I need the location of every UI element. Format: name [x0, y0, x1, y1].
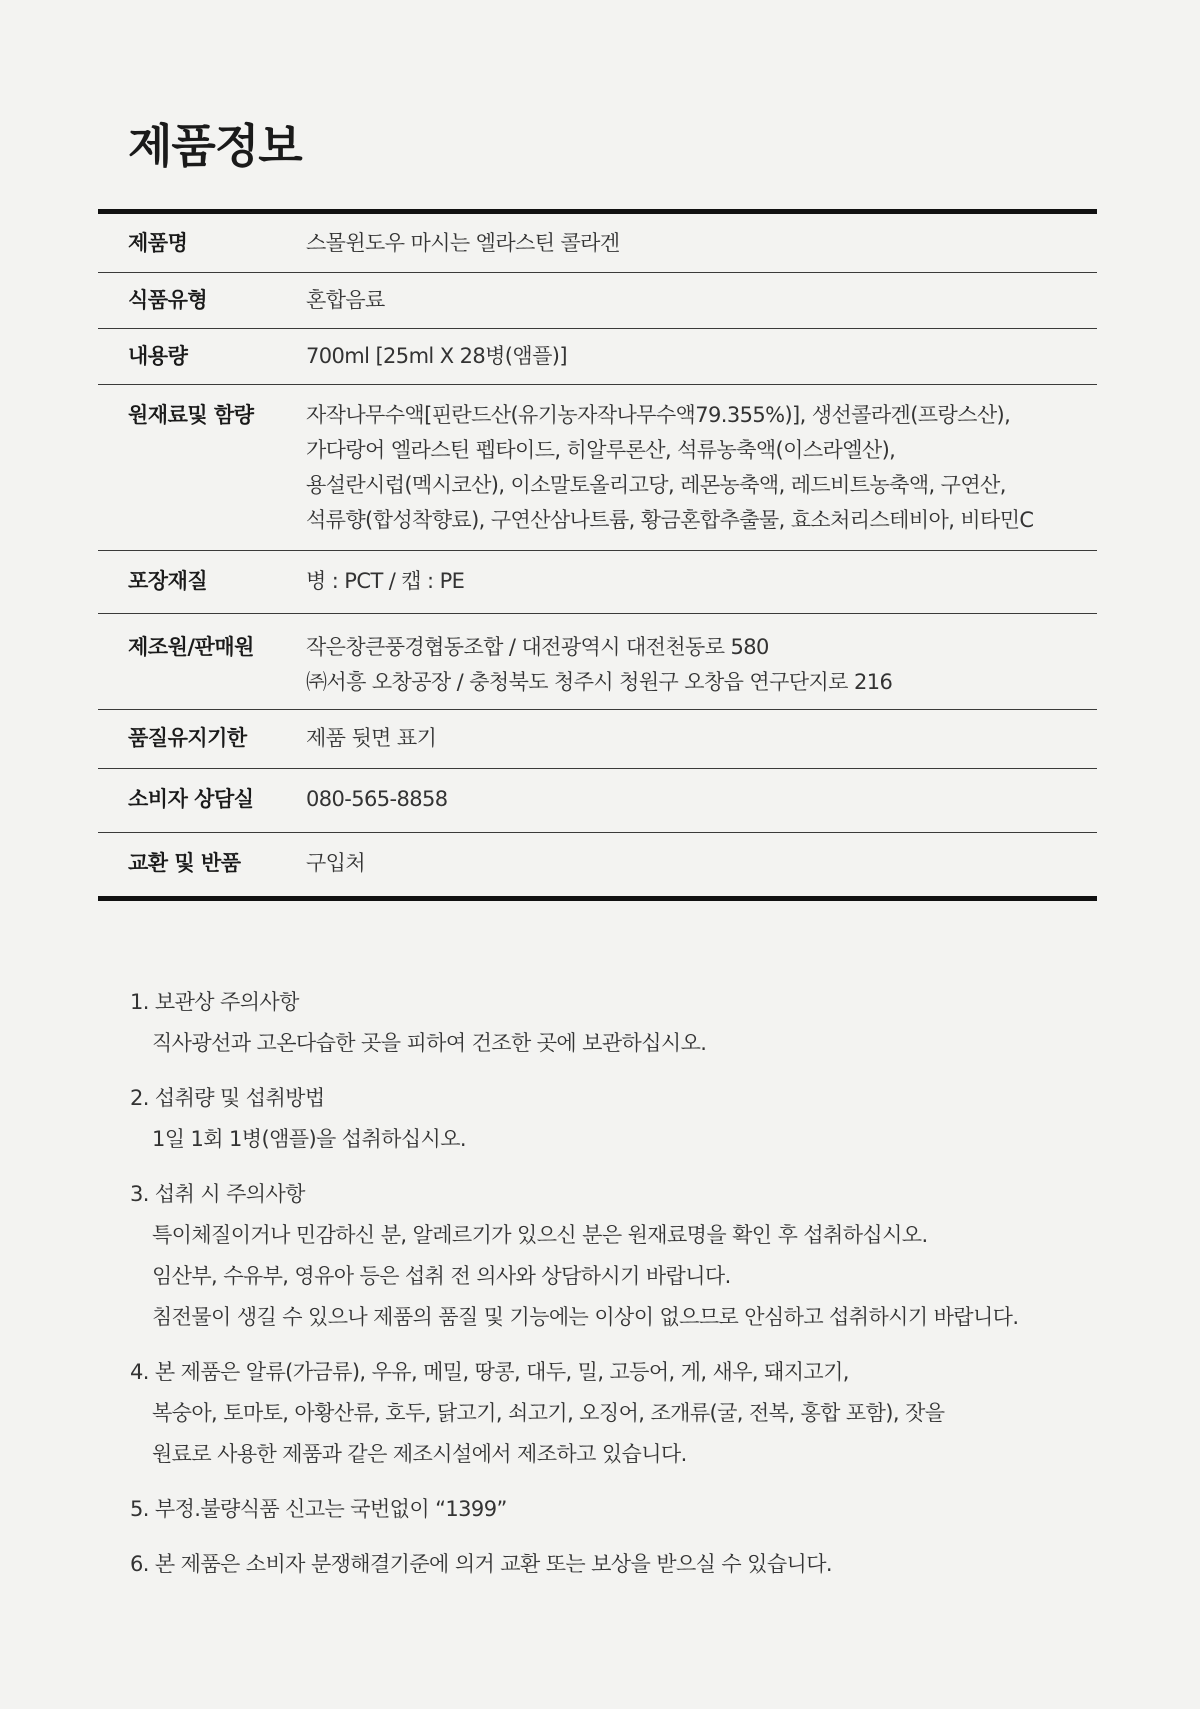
info-label: 소비자 상담실 — [128, 787, 254, 811]
page-title: 제품정보 — [128, 119, 302, 173]
info-value-line: 가다랑어 엘라스틴 펩타이드, 히알루론산, 석류농축액(이스라엘산), — [306, 438, 896, 462]
notice-detail: 원료로 사용한 제품과 같은 제조시설에서 제조하고 있습니다. — [152, 1442, 687, 1466]
info-label: 원재료및 함량 — [128, 403, 254, 427]
info-value — [306, 785, 1097, 832]
info-row — [98, 214, 1097, 273]
product-info-table — [98, 209, 1097, 901]
notice-list — [130, 982, 1090, 1599]
info-value-line: 자작나무수액[핀란드산(유기농자작나무수액79.355%)], 생선콜라겐(프랑스산), — [306, 403, 1011, 427]
info-row — [98, 833, 1097, 896]
info-row — [98, 614, 1097, 710]
info-value-line: 080-565-8858 — [306, 787, 448, 811]
info-value-line: 제품 뒷면 표기 — [306, 726, 437, 750]
notice-heading: 5. 부정.불량식품 신고는 국번없이 “1399” — [130, 1497, 507, 1521]
info-value-line: 구입처 — [306, 851, 366, 875]
info-value — [306, 849, 1097, 896]
info-value-line: 작은창큰풍경협동조합 / 대전광역시 대전천동로 580 — [306, 635, 769, 659]
notice-heading: 6. 본 제품은 소비자 분쟁해결기준에 의거 교환 또는 보상을 받으실 수 있습니다. — [130, 1552, 833, 1576]
info-value-line: 700ml [25ml X 28병(앰플)] — [306, 344, 567, 368]
info-value — [306, 229, 1097, 272]
notice-detail: 직사광선과 고온다습한 곳을 피하여 건조한 곳에 보관하십시오. — [152, 1031, 707, 1055]
info-label: 내용량 — [128, 344, 188, 368]
info-row — [98, 710, 1097, 769]
info-label: 교환 및 반품 — [128, 851, 241, 875]
info-label: 품질유지기한 — [128, 726, 247, 750]
info-value-line: 병 : PCT / 캡 : PE — [306, 569, 465, 593]
info-label: 제조원/판매원 — [128, 635, 254, 659]
info-value — [306, 342, 1097, 384]
notice-item — [130, 1489, 1090, 1530]
info-value — [306, 724, 1097, 768]
info-value-line: 스몰윈도우 마시는 엘라스틴 콜라겐 — [306, 231, 620, 255]
info-label: 제품명 — [128, 231, 188, 255]
notice-detail: 특이체질이거나 민감하신 분, 알레르기가 있으신 분은 원재료명을 확인 후 섭취하십시오. — [152, 1223, 928, 1247]
notice-item — [130, 1352, 1090, 1475]
info-row — [98, 273, 1097, 329]
notice-heading: 3. 섭취 시 주의사항 — [130, 1182, 305, 1206]
notice-detail: 임산부, 수유부, 영유아 등은 섭취 전 의사와 상담하시기 바랍니다. — [152, 1264, 731, 1288]
info-value-line: ㈜서흥 오창공장 / 충청북도 청주시 청원구 오창읍 연구단지로 216 — [306, 670, 893, 694]
notice-item — [130, 1174, 1090, 1338]
info-value — [306, 286, 1097, 328]
info-row — [98, 769, 1097, 833]
info-value — [306, 567, 1097, 613]
info-row — [98, 551, 1097, 614]
notice-detail: 복숭아, 토마토, 아황산류, 호두, 닭고기, 쇠고기, 오징어, 조개류(굴, 전복, 홍합 포함), 잣을 — [152, 1401, 945, 1425]
notice-item — [130, 1544, 1090, 1585]
notice-detail: 침전물이 생길 수 있으나 제품의 품질 및 기능에는 이상이 없으므로 안심하고 섭취하시기 바랍니다. — [152, 1305, 1019, 1329]
notice-heading: 1. 보관상 주의사항 — [130, 990, 299, 1014]
notice-heading: 4. 본 제품은 알류(가금류), 우유, 메밀, 땅콩, 대두, 밀, 고등어, 게, 새우, 돼지고기, — [130, 1360, 849, 1384]
info-value — [306, 630, 1097, 709]
info-label: 식품유형 — [128, 288, 208, 312]
info-value-line: 용설란시럽(멕시코산), 이소말토올리고당, 레몬농축액, 레드비트농축액, 구연산, — [306, 473, 1006, 497]
notice-item — [130, 1078, 1090, 1160]
info-value — [306, 398, 1097, 550]
notice-heading: 2. 섭취량 및 섭취방법 — [130, 1086, 325, 1110]
info-row — [98, 329, 1097, 385]
notice-detail: 1일 1회 1병(앰플)을 섭취하십시오. — [152, 1127, 467, 1151]
info-value-line: 석류향(합성착향료), 구연산삼나트륨, 황금혼합추출물, 효소처리스테비아, 비타민C — [306, 508, 1034, 532]
info-row — [98, 385, 1097, 551]
info-value-line: 혼합음료 — [306, 288, 385, 312]
notice-item — [130, 982, 1090, 1064]
info-label: 포장재질 — [128, 569, 208, 593]
